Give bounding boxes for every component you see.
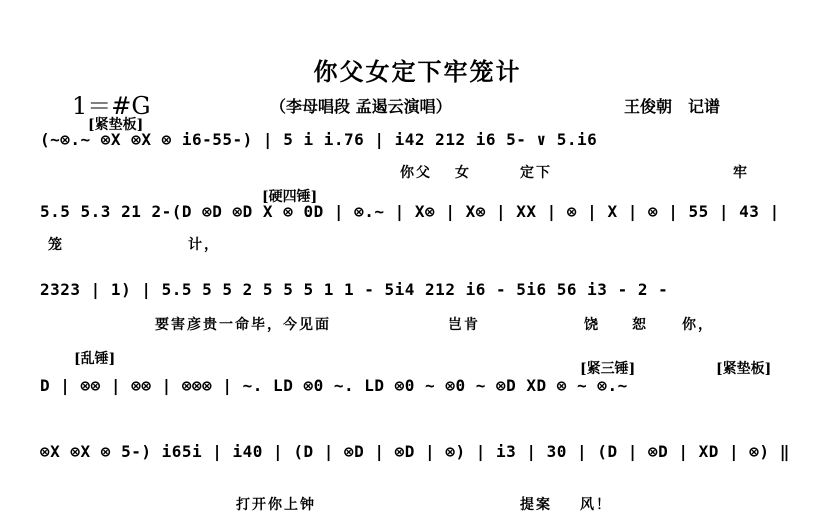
lyric-text: 风！ xyxy=(580,497,612,513)
notation-line: ⊗X ⊗X ⊗ 5-) i65i | i40 | (D | ⊗D | ⊗D | ⊗) | i3 | 30 | (D | ⊗D | XD | ⊗) ‖ xyxy=(40,442,790,461)
lyric-text: 你， xyxy=(682,317,714,333)
notation-line: 5.5 5.3 21 2-(D ⊗D ⊗D X ⊗ 0D | ⊗.~ | X⊗ | X⊗ | XX | ⊗ | X | ⊗ | 55 | 43 | xyxy=(40,202,780,221)
lyric-text: 牢 xyxy=(733,165,749,181)
lyric-text: 提案 xyxy=(520,497,552,513)
lyric-text: 恕 xyxy=(632,317,648,333)
percussion-mark: [紧垫板] xyxy=(88,117,144,133)
percussion-mark: [紧三锤] xyxy=(580,361,636,377)
lyric-text: 岂肯 xyxy=(448,317,480,333)
notation-line: (~⊗.~ ⊗X ⊗X ⊗ i6-55-) | 5 i i.76 | i42 212 i6 5- ∨ 5.i6 xyxy=(40,130,598,149)
key-signature: 1＝#G xyxy=(72,92,151,120)
lyric-text: 女 xyxy=(455,165,471,181)
notation-line: D | ⊗⊗ | ⊗⊗ | ⊗⊗⊗ | ~. LD ⊗0 ~. LD ⊗0 ~ ⊗0 ~ ⊗D XD ⊗ ~ ⊗.~ xyxy=(40,376,628,395)
song-title: 你父女定下牢笼计 xyxy=(313,57,522,86)
lyric-text: 计， xyxy=(188,237,220,253)
lyric-text: 你父 xyxy=(400,165,432,181)
lyric-text: 饶 xyxy=(584,317,600,333)
performer-note: （李母唱段 孟遏云演唱） xyxy=(270,97,452,116)
transcriber-credit: 王俊朝 记谱 xyxy=(624,97,721,116)
lyric-text: 要害彦贵一命毕，今见面 xyxy=(155,317,331,333)
percussion-mark: [乱锤] xyxy=(74,351,116,367)
percussion-mark: [硬四锤] xyxy=(262,189,318,205)
lyric-text: 定下 xyxy=(520,165,552,181)
notation-line: 2323 | 1) | 5.5 5 5 2 5 5 5 1 1 - 5i4 212 i6 - 5i6 56 i3 - 2 - xyxy=(40,280,669,299)
lyric-text: 打开你上钟 xyxy=(236,497,316,513)
lyric-text: 笼 xyxy=(48,237,64,253)
percussion-mark: [紧垫板] xyxy=(716,361,772,377)
